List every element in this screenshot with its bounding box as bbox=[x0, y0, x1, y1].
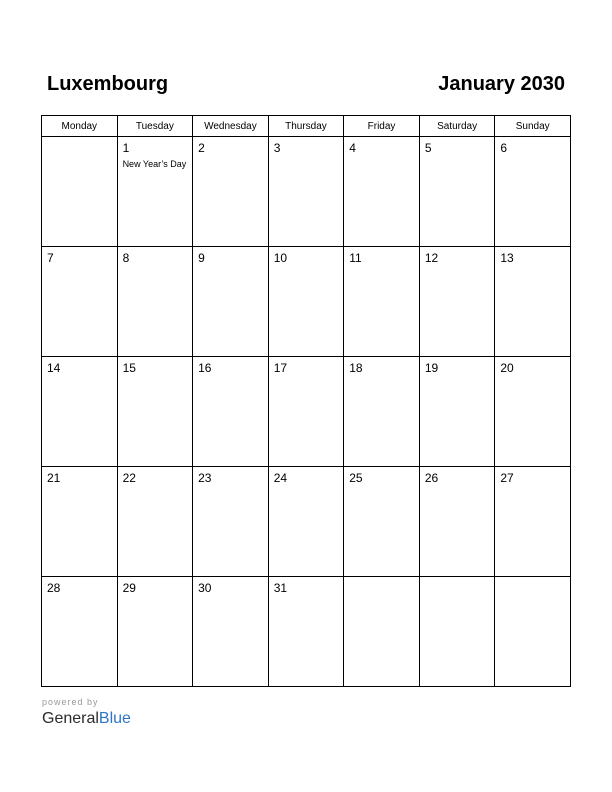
day-cell bbox=[42, 357, 118, 467]
month-year-title: January 2030 bbox=[438, 73, 565, 95]
powered-by-label: powered by bbox=[42, 697, 99, 707]
weekday-header-thursday: Thursday bbox=[268, 116, 344, 137]
holiday-label: New Year’s Day bbox=[122, 159, 187, 169]
holiday-label bbox=[420, 375, 495, 377]
holiday-label bbox=[495, 581, 570, 583]
generalblue-logo bbox=[42, 709, 131, 729]
week-row bbox=[42, 577, 571, 687]
day-number: 14 bbox=[47, 361, 61, 375]
holiday-label bbox=[193, 595, 268, 597]
day-cell bbox=[117, 577, 193, 687]
holiday-label bbox=[269, 485, 344, 487]
holiday-label bbox=[193, 375, 268, 377]
holiday-label bbox=[495, 375, 570, 377]
day-cell bbox=[117, 467, 193, 577]
day-cell bbox=[495, 247, 571, 357]
holiday-label bbox=[269, 265, 344, 267]
brand-text-general: General bbox=[42, 710, 99, 727]
day-cell bbox=[193, 137, 269, 247]
day-cell bbox=[193, 467, 269, 577]
day-cell bbox=[117, 137, 193, 247]
day-cell bbox=[268, 137, 344, 247]
holiday-label bbox=[420, 265, 495, 267]
holiday-label bbox=[269, 155, 344, 157]
holiday-label bbox=[420, 155, 495, 157]
day-cell bbox=[268, 577, 344, 687]
day-number: 23 bbox=[198, 471, 212, 485]
day-cell bbox=[495, 467, 571, 577]
day-cell bbox=[42, 247, 118, 357]
day-number: 11 bbox=[349, 251, 362, 265]
holiday-label bbox=[344, 155, 419, 157]
day-cell bbox=[193, 357, 269, 467]
day-number: 28 bbox=[47, 581, 61, 595]
day-cell bbox=[344, 137, 420, 247]
day-number: 5 bbox=[424, 141, 432, 155]
holiday-label bbox=[118, 595, 193, 597]
weekday-header-row bbox=[42, 116, 571, 137]
day-cell bbox=[495, 577, 571, 687]
day-cell bbox=[268, 467, 344, 577]
holiday-label bbox=[269, 595, 344, 597]
holiday-label bbox=[42, 485, 117, 487]
day-cell bbox=[193, 577, 269, 687]
holiday-label bbox=[420, 581, 495, 583]
holiday-label bbox=[344, 375, 419, 377]
week-row bbox=[42, 137, 571, 247]
day-number: 4 bbox=[349, 141, 356, 155]
day-cell bbox=[495, 137, 571, 247]
day-number: 22 bbox=[122, 471, 136, 485]
holiday-label bbox=[495, 155, 570, 157]
holiday-label bbox=[269, 375, 344, 377]
day-number: 20 bbox=[500, 361, 514, 375]
day-number: 8 bbox=[122, 251, 130, 265]
holiday-label bbox=[42, 141, 117, 143]
day-cell bbox=[419, 247, 495, 357]
day-number: 29 bbox=[122, 581, 136, 595]
holiday-label bbox=[42, 375, 117, 377]
holiday-label bbox=[344, 265, 419, 267]
holiday-label bbox=[42, 265, 117, 267]
day-cell bbox=[193, 247, 269, 357]
weekday-header-friday: Friday bbox=[344, 116, 420, 137]
day-number: 31 bbox=[273, 581, 288, 595]
day-number: 2 bbox=[198, 141, 205, 155]
calendar-grid bbox=[41, 115, 571, 687]
holiday-label bbox=[495, 485, 570, 487]
holiday-label bbox=[344, 485, 419, 487]
week-row bbox=[42, 357, 571, 467]
day-cell bbox=[117, 247, 193, 357]
day-cell bbox=[419, 357, 495, 467]
holiday-label bbox=[193, 155, 268, 157]
day-number: 30 bbox=[198, 581, 212, 595]
day-number: 7 bbox=[47, 251, 54, 265]
day-cell bbox=[42, 137, 118, 247]
day-number: 17 bbox=[273, 361, 288, 375]
day-number: 24 bbox=[273, 471, 288, 485]
day-cell bbox=[419, 467, 495, 577]
day-cell bbox=[42, 467, 118, 577]
holiday-label bbox=[344, 581, 419, 583]
day-cell bbox=[344, 467, 420, 577]
holiday-label bbox=[420, 485, 495, 487]
day-cell bbox=[117, 357, 193, 467]
holiday-label bbox=[118, 265, 193, 267]
week-row bbox=[42, 467, 571, 577]
day-number: 12 bbox=[424, 251, 439, 265]
day-number: 25 bbox=[349, 471, 363, 485]
day-number: 19 bbox=[424, 361, 439, 375]
holiday-label bbox=[118, 485, 193, 487]
weekday-header-sunday: Sunday bbox=[495, 116, 571, 137]
day-cell bbox=[344, 247, 420, 357]
weekday-header-monday: Monday bbox=[42, 116, 118, 137]
weekday-header-saturday: Saturday bbox=[419, 116, 495, 137]
day-cell bbox=[268, 357, 344, 467]
weekday-header-wednesday: Wednesday bbox=[193, 116, 269, 137]
day-number: 10 bbox=[273, 251, 288, 265]
day-number: 13 bbox=[500, 251, 514, 265]
day-number: 9 bbox=[198, 251, 205, 265]
holiday-label bbox=[193, 265, 268, 267]
generalblue-branding bbox=[42, 696, 131, 729]
weekday-header-tuesday: Tuesday bbox=[117, 116, 193, 137]
day-number: 26 bbox=[424, 471, 439, 485]
day-number: 3 bbox=[273, 141, 281, 155]
holiday-label bbox=[118, 375, 193, 377]
day-cell bbox=[495, 357, 571, 467]
day-number: 6 bbox=[500, 141, 508, 155]
day-cell bbox=[419, 137, 495, 247]
holiday-label bbox=[193, 485, 268, 487]
day-cell bbox=[419, 577, 495, 687]
day-cell bbox=[42, 577, 118, 687]
day-number: 16 bbox=[198, 361, 212, 375]
day-number: 21 bbox=[47, 471, 61, 485]
day-cell bbox=[344, 577, 420, 687]
day-cell bbox=[268, 247, 344, 357]
day-number: 18 bbox=[349, 361, 363, 375]
country-title: Luxembourg bbox=[47, 73, 169, 95]
brand-text-blue: Blue bbox=[98, 710, 131, 727]
day-number: 27 bbox=[500, 471, 514, 485]
day-cell bbox=[344, 357, 420, 467]
holiday-label bbox=[42, 595, 117, 597]
holiday-label bbox=[495, 265, 570, 267]
day-number: 1 bbox=[122, 141, 130, 155]
week-row bbox=[42, 247, 571, 357]
day-number: 15 bbox=[122, 361, 136, 375]
